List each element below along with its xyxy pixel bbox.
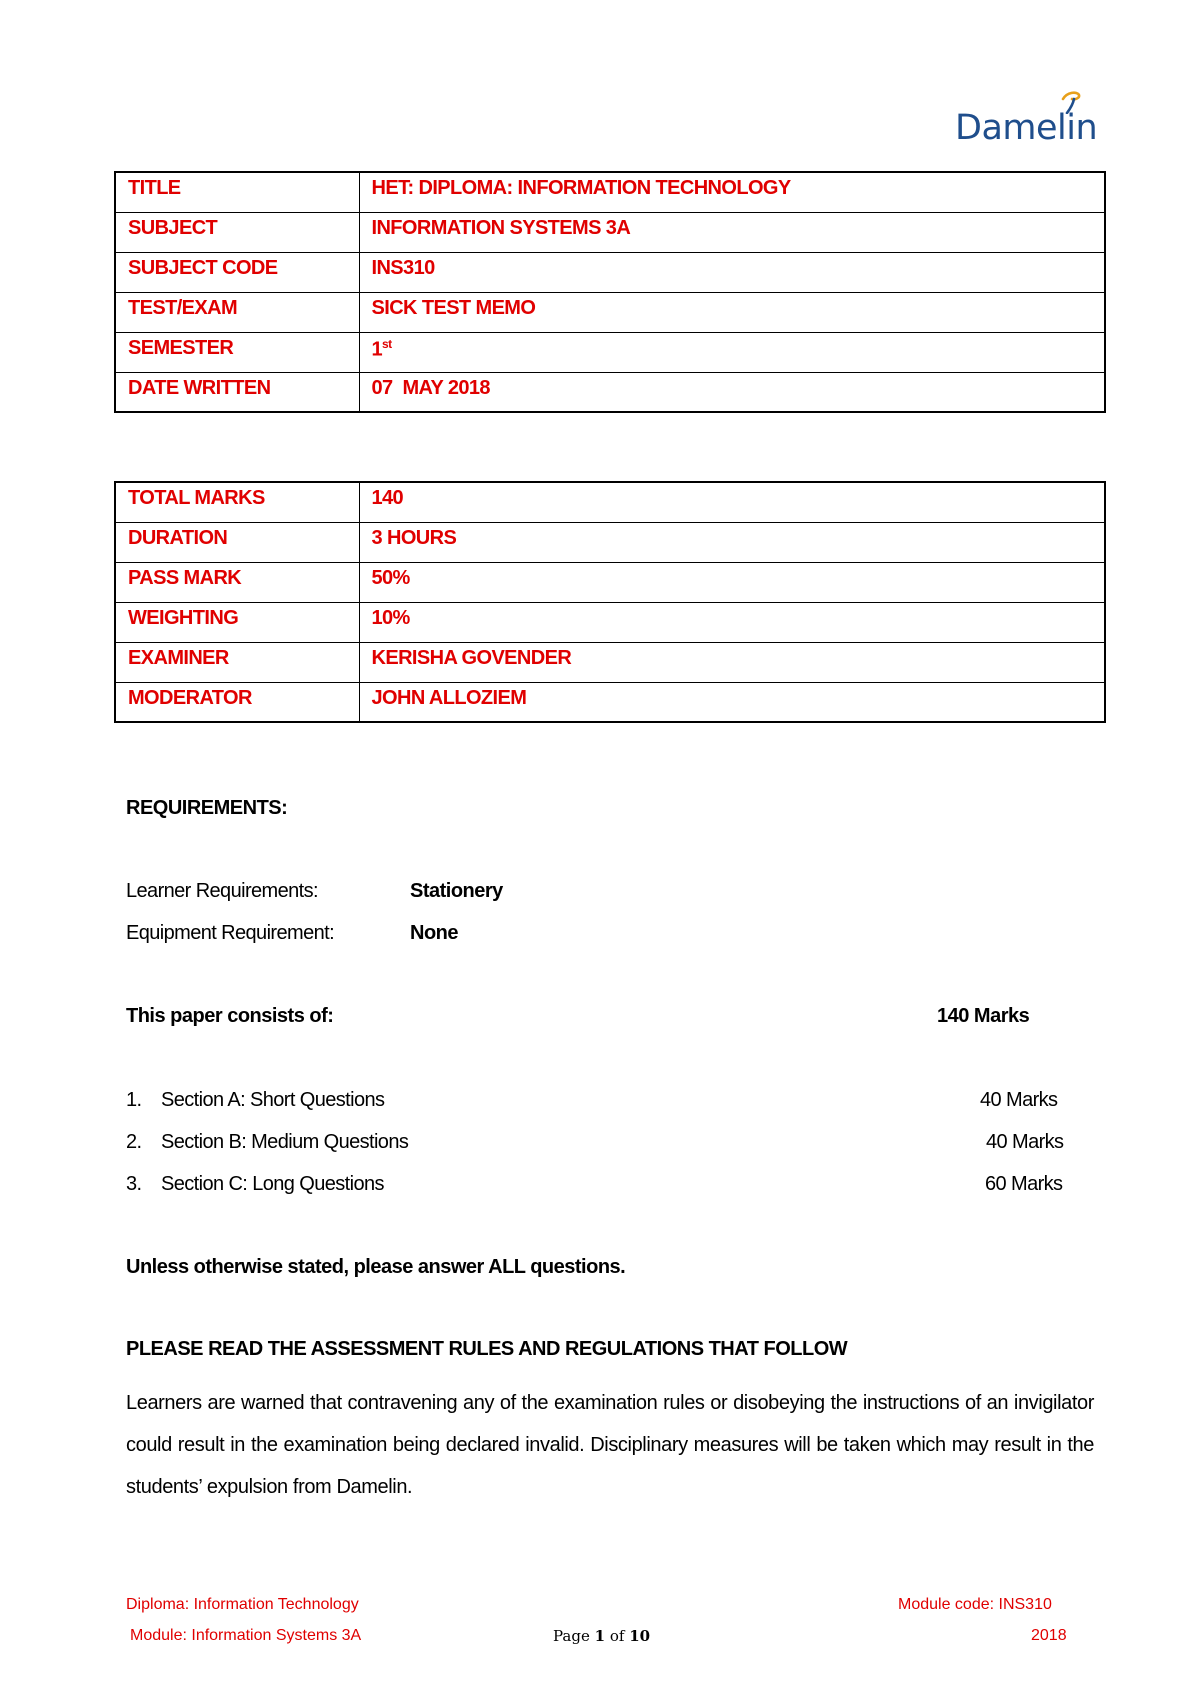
- row-label: DURATION: [115, 522, 359, 562]
- section-marks: 60 Marks: [985, 1173, 1063, 1195]
- paper-total-marks: 140 Marks: [937, 1005, 1030, 1027]
- table-row: [115, 682, 1105, 722]
- page-label: Page: [553, 1627, 590, 1645]
- rules-paragraph: Learners are warned that contravening any of the examination rules or disobeying the instructions of an invigilator could result in the examination being declared invalid. Disciplinary measures will be taken which may result in the students’ expulsion from Damelin.: [126, 1392, 1094, 1498]
- requirements-heading: REQUIREMENTS:: [126, 797, 288, 819]
- semester-value: 1: [371, 338, 383, 361]
- table-row: [115, 642, 1105, 682]
- row-value: HET: DIPLOMA: INFORMATION TECHNOLOGY: [359, 172, 1105, 212]
- learner-requirements-value: Stationery: [410, 880, 503, 902]
- row-label: SUBJECT: [115, 212, 359, 252]
- section-number: 3.: [126, 1173, 142, 1195]
- table-row: [115, 562, 1105, 602]
- table-row: [115, 602, 1105, 642]
- row-value: 50%: [359, 562, 1105, 602]
- section-name: Section A: Short Questions: [161, 1089, 385, 1111]
- table-row: [115, 252, 1105, 292]
- exam-details-table: [114, 171, 1106, 413]
- row-label: TEST/EXAM: [115, 292, 359, 332]
- row-label: DATE WRITTEN: [115, 372, 359, 412]
- instruction-text: Unless otherwise stated, please answer ALL questions.: [126, 1256, 626, 1278]
- footer-module-code: Module code: INS310: [898, 1596, 1052, 1613]
- row-label: SEMESTER: [115, 332, 359, 372]
- table-row: [115, 522, 1105, 562]
- footer-module: Module: Information Systems 3A: [130, 1627, 362, 1644]
- page-current: 1: [594, 1627, 606, 1645]
- row-label: TITLE: [115, 172, 359, 212]
- semester-suffix: st: [382, 336, 392, 351]
- page-total: 10: [629, 1627, 651, 1645]
- equipment-requirement-value: None: [410, 922, 458, 944]
- rules-heading: PLEASE READ THE ASSESSMENT RULES AND REGULATIONS THAT FOLLOW: [126, 1338, 848, 1360]
- page-number: [553, 1627, 650, 1645]
- row-label: PASS MARK: [115, 562, 359, 602]
- row-label: WEIGHTING: [115, 602, 359, 642]
- section-name: Section C: Long Questions: [161, 1173, 384, 1195]
- assessment-details-table: [114, 481, 1106, 723]
- section-marks: 40 Marks: [986, 1131, 1064, 1153]
- table-row: [115, 292, 1105, 332]
- row-label: SUBJECT CODE: [115, 252, 359, 292]
- row-value: INS310: [359, 252, 1105, 292]
- row-value: SICK TEST MEMO: [359, 292, 1105, 332]
- row-value: 3 HOURS: [359, 522, 1105, 562]
- row-value: 10%: [359, 602, 1105, 642]
- row-value: INFORMATION SYSTEMS 3A: [359, 212, 1105, 252]
- footer-diploma: Diploma: Information Technology: [126, 1596, 359, 1613]
- footer-year: 2018: [1031, 1627, 1067, 1644]
- table-row: [115, 332, 1105, 372]
- paper-intro: This paper consists of:: [126, 1005, 334, 1027]
- row-label: MODERATOR: [115, 682, 359, 722]
- page-of: of: [609, 1627, 625, 1645]
- table-row: [115, 372, 1105, 412]
- row-label: EXAMINER: [115, 642, 359, 682]
- section-name: Section B: Medium Questions: [161, 1131, 409, 1153]
- row-value: [359, 332, 1105, 372]
- equipment-requirement-label: Equipment Requirement:: [126, 922, 335, 944]
- row-value: JOHN ALLOZIEM: [359, 682, 1105, 722]
- row-value: 07 MAY 2018: [359, 372, 1105, 412]
- row-label: TOTAL MARKS: [115, 482, 359, 522]
- damelin-logo: [955, 90, 1115, 150]
- table-row: [115, 212, 1105, 252]
- row-value: 140: [359, 482, 1105, 522]
- table-row: [115, 482, 1105, 522]
- row-value: KERISHA GOVENDER: [359, 642, 1105, 682]
- logo-wordmark: Damelin: [955, 108, 1098, 148]
- table-row: [115, 172, 1105, 212]
- section-marks: 40 Marks: [980, 1089, 1058, 1111]
- learner-requirements-label: Learner Requirements:: [126, 880, 318, 902]
- section-number: 2.: [126, 1131, 142, 1153]
- section-number: 1.: [126, 1089, 142, 1111]
